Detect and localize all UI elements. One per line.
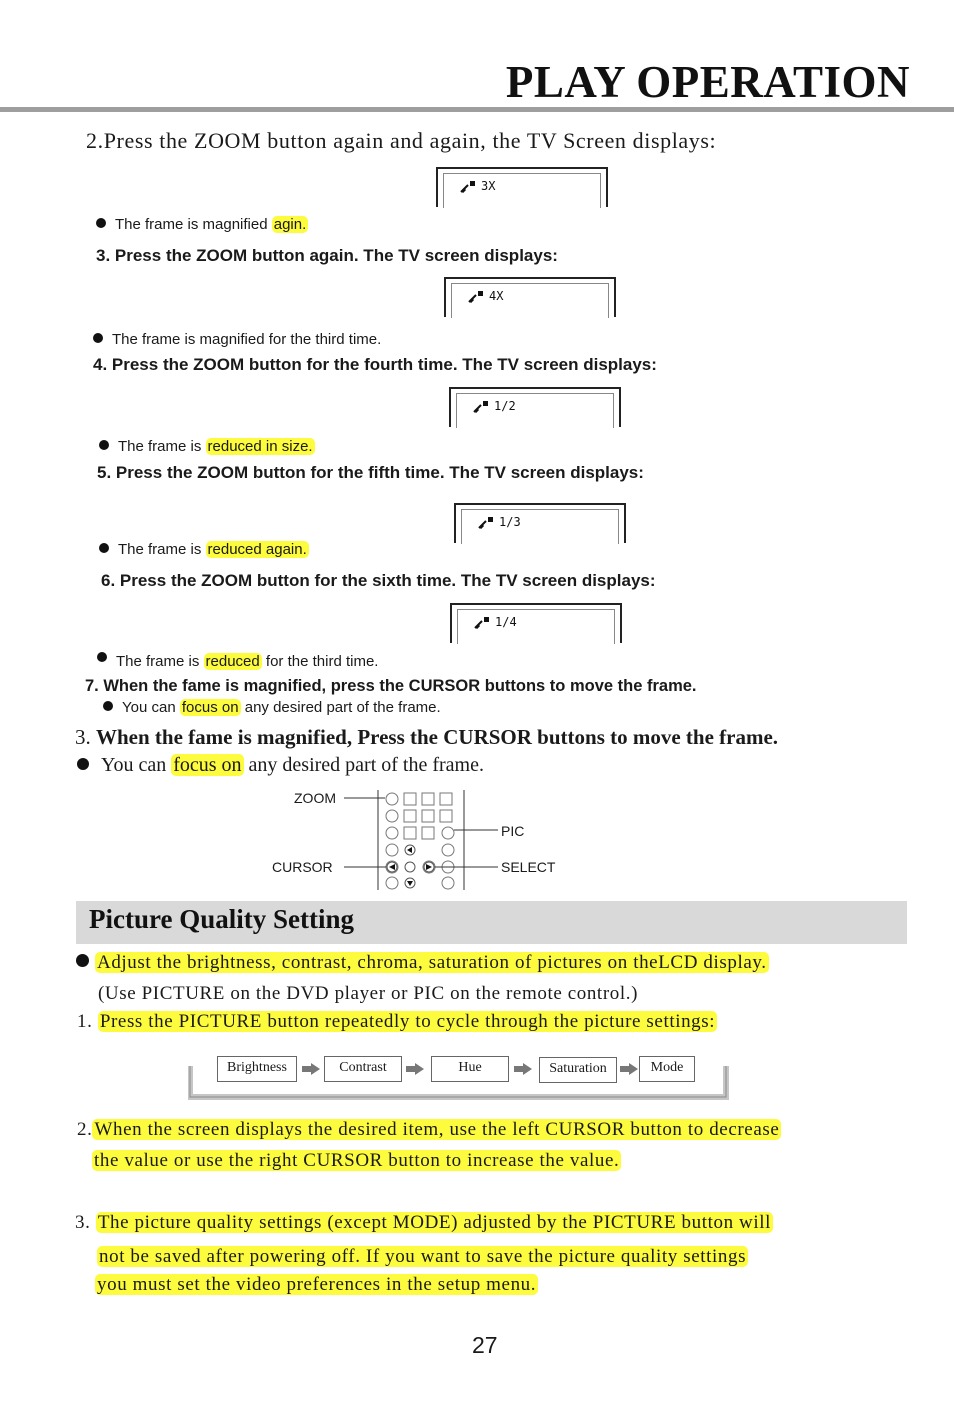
note-step-7: You can focus on any desired part of the frame. bbox=[103, 699, 441, 716]
flow-brightness: Brightness bbox=[217, 1056, 297, 1082]
bullet-dot bbox=[97, 652, 107, 662]
note-step-3: The frame is magnified for the third time. bbox=[93, 331, 381, 348]
note-step-6: The frame is reduced for the third time. bbox=[97, 652, 378, 670]
tv-screen-4x bbox=[444, 277, 616, 317]
screen-label: 3X bbox=[481, 179, 496, 193]
tv-screen-1-4 bbox=[450, 603, 622, 643]
remote-cursor-label: CURSOR bbox=[272, 859, 333, 875]
pq-step-3: 3. The picture quality settings (except MODE) adjusted by the PICTURE button will bbox=[75, 1212, 771, 1233]
page-title: PLAY OPERATION bbox=[505, 57, 910, 107]
remote-select-label: SELECT bbox=[501, 859, 556, 875]
remote-pic-label: PIC bbox=[501, 823, 525, 839]
screen-label: 1/4 bbox=[495, 615, 517, 629]
intro-text: 2.Press the ZOOM button again and again, the TV Screen displays: bbox=[86, 128, 717, 153]
zoom-icon bbox=[460, 181, 476, 193]
cursor-note: You can focus on any desired part of the frame. bbox=[77, 754, 484, 777]
screen-label: 1/2 bbox=[494, 399, 516, 413]
note-step-4: The frame is reduced in size. bbox=[99, 438, 315, 455]
heading-step-5: 5. Press the ZOOM button for the fifth time. The TV screen displays: bbox=[97, 463, 644, 482]
pq-bullet-sub: (Use PICTURE on the DVD player or PIC on the remote control.) bbox=[98, 983, 638, 1004]
bullet-dot bbox=[103, 701, 113, 711]
remote-zoom-label: ZOOM bbox=[294, 790, 336, 806]
zoom-icon bbox=[474, 617, 490, 629]
pq-step-2-line-2: the value or use the right CURSOR button to increase the value. bbox=[94, 1150, 620, 1171]
cursor-heading: 3. When the fame is magnified, Press the CURSOR buttons to move the frame. bbox=[75, 725, 779, 749]
arrow-right-icon bbox=[302, 1063, 320, 1075]
screen-label: 1/3 bbox=[499, 515, 521, 529]
tv-screen-3x bbox=[436, 167, 608, 207]
pq-step-1: 1. Press the PICTURE button repeatedly to cycle through the picture settings: bbox=[77, 1011, 716, 1032]
flow-contrast: Contrast bbox=[324, 1056, 402, 1082]
heading-step-4: 4. Press the ZOOM button for the fourth time. The TV screen displays: bbox=[93, 355, 657, 374]
zoom-icon bbox=[478, 517, 494, 529]
note-step-5: The frame is reduced again. bbox=[99, 541, 309, 558]
heading-step-3: 3. Press the ZOOM button again. The TV screen displays: bbox=[96, 246, 558, 265]
bullet-dot bbox=[77, 758, 89, 770]
pq-step-3-line-2: not be saved after powering off. If you want to save the picture quality settings bbox=[99, 1246, 747, 1267]
section-title: Picture Quality Setting bbox=[89, 904, 354, 934]
heading-step-6: 6. Press the ZOOM button for the sixth time. The TV screen displays: bbox=[101, 571, 656, 590]
flow-saturation: Saturation bbox=[539, 1057, 617, 1083]
page-number: 27 bbox=[472, 1332, 498, 1358]
bullet-dot bbox=[99, 543, 109, 553]
flow-mode: Mode bbox=[639, 1056, 695, 1082]
bullet-dot bbox=[93, 333, 103, 343]
arrow-right-icon bbox=[514, 1063, 532, 1075]
tv-screen-1-3 bbox=[454, 503, 626, 543]
pq-step-3-line-3: you must set the video preferences in the setup menu. bbox=[97, 1274, 537, 1295]
arrow-right-icon bbox=[406, 1063, 424, 1075]
bullet-dot bbox=[96, 218, 106, 228]
note-step-2: The frame is magnified agin. bbox=[96, 216, 308, 233]
heading-step-7: 7. When the fame is magnified, press the CURSOR buttons to move the frame. bbox=[85, 677, 697, 695]
cursor-pad bbox=[387, 845, 434, 888]
flow-hue: Hue bbox=[431, 1056, 509, 1082]
title-rule bbox=[0, 107, 954, 112]
pq-step-2: 2. When the screen displays the desired item, use the left CURSOR button to decrease bbox=[77, 1119, 780, 1140]
screen-label: 4X bbox=[489, 289, 504, 303]
arrow-right-icon bbox=[620, 1063, 638, 1075]
bullet-dot bbox=[76, 954, 89, 967]
pq-bullet: Adjust the brightness, contrast, chroma, saturation of pictures on theLCD display. bbox=[76, 952, 769, 974]
zoom-icon bbox=[468, 291, 484, 303]
tv-screen-1-2 bbox=[449, 387, 621, 427]
bullet-dot bbox=[99, 440, 109, 450]
zoom-icon bbox=[473, 401, 489, 413]
